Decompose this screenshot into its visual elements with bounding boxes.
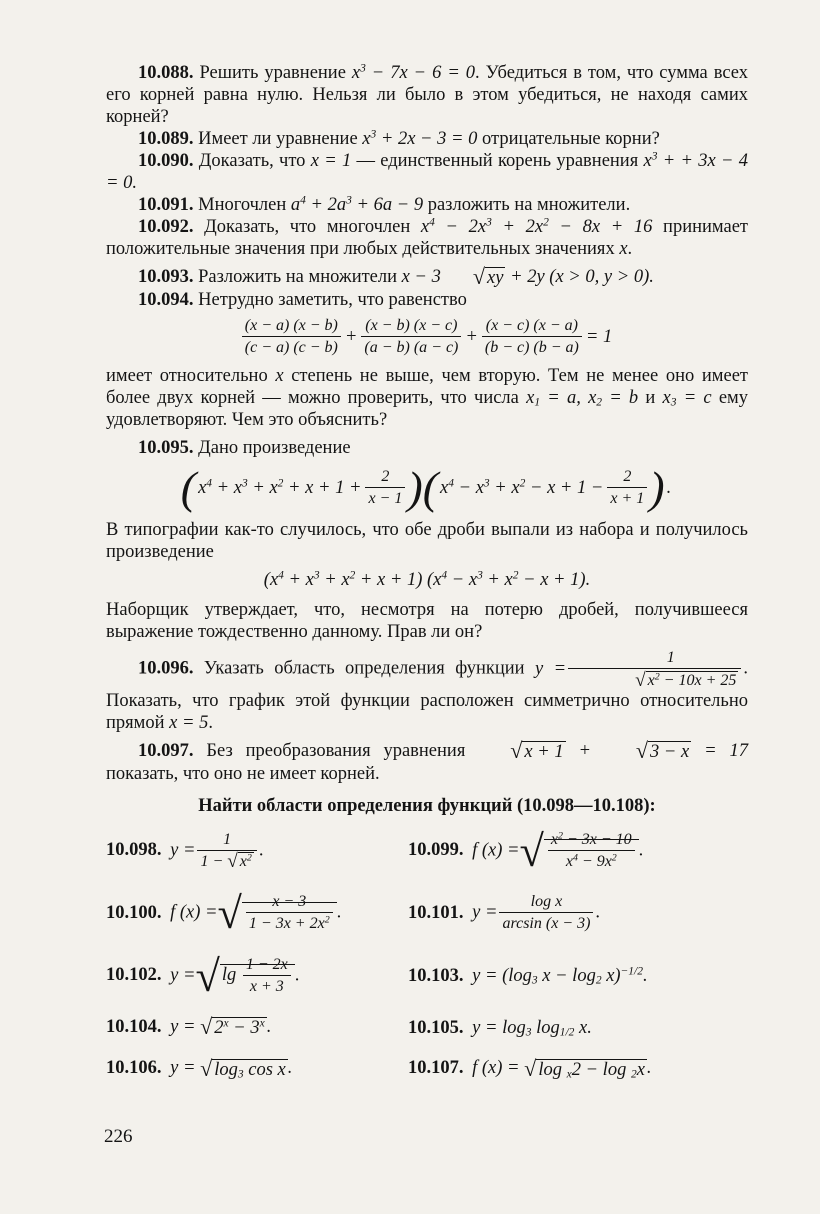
problem-number: 10.104.	[106, 1017, 162, 1038]
equation: $x^3$ + + 3x − 4 = 0.	[106, 150, 748, 193]
problem-10-095-cont	[106, 519, 748, 563]
expression: x − 3 √ xy + 2y (x > 0, y > 0).	[401, 264, 654, 290]
problem-text: Дано произведение	[193, 438, 351, 459]
problem-text: Многочлен	[193, 195, 291, 215]
problem-10-097	[106, 737, 748, 785]
function-definition: y = $\frac{1}{√ x^2 - 10x + 25}$	[535, 659, 743, 679]
problem-number: 10.098.	[106, 840, 162, 861]
problem-number: 10.107.	[408, 1058, 464, 1079]
problem-10-106: 10.106. y = √ $\log_3 \cos x$ .	[106, 1055, 293, 1081]
problem-text: принимает положительные значения при любых действительных значениях	[106, 217, 748, 259]
polynomial: $a^4 + 2a^3 + 6a - 9$	[290, 194, 424, 215]
line-equation: x = 5	[169, 712, 209, 733]
problem-10-104: 10.104. y = √ $2^x - 3^x$ .	[106, 1014, 272, 1040]
equation: $x^3 + 2x - 3 = 0$	[362, 128, 478, 149]
problem-10-103: 10.103. $y = (\log_3$ $x - \log_2 x)^{-1/2}$.	[408, 965, 648, 987]
problem-text: отрицательные корни?	[477, 129, 660, 149]
problem-number: 10.103.	[408, 965, 464, 986]
problem-number: 10.090.	[138, 151, 194, 171]
problem-number: 10.095.	[138, 438, 194, 459]
problem-text: . Убедиться в том, что сумма всех его корней равна нулю. Нельзя ли было в этом убедиться, не находя самих корней?	[106, 63, 749, 127]
problem-text: Указать область определения функции	[193, 658, 535, 679]
product-without-fractions: $(x^4 + x^3 + x^2 + x + 1) (x^4 - x^3 + x^2 - x + 1)$.	[263, 569, 591, 591]
problem-text: Имеет ли уравнение	[193, 129, 363, 149]
problem-text: В типографии как-то случилось, что обе дроби выпали из набора и получилось произведение	[106, 520, 748, 563]
problem-10-095	[106, 437, 748, 459]
problem-10-100: 10.100. f (x) =√ $\frac{x - 3}{1 - 3x + 2x^2}$ .	[106, 888, 342, 939]
problem-text: Доказать, что	[193, 151, 311, 171]
problem-number: 10.093.	[138, 267, 194, 287]
problem-10-093	[106, 266, 748, 289]
problem-10-094-cont	[106, 365, 748, 431]
problem-text: и	[645, 388, 663, 409]
problem-text: имеет относительно	[106, 366, 276, 387]
problem-number: 10.091.	[138, 195, 194, 215]
problem-number: 10.101.	[408, 902, 464, 923]
problem-number: 10.089.	[138, 129, 194, 149]
problem-text: Разложить на множители	[193, 267, 402, 287]
variable: x	[619, 239, 628, 259]
problem-text: степень не выше, чем вторую. Тем не менее оно имеет более двух корней — можно проверить, что числа	[106, 366, 748, 409]
problem-number: 10.088.	[138, 63, 194, 83]
problem-10-095-question	[106, 599, 748, 643]
problem-number: 10.106.	[106, 1058, 162, 1079]
problem-text: ему удовлетворяют. Чем это объяснить?	[106, 388, 749, 431]
problem-number: 10.100.	[106, 902, 162, 923]
section-heading: Найти области определения функций (10.098—10.108):	[198, 795, 656, 816]
problem-text: Наборщик утверждает, что, несмотря на потерю дробей, получившееся выражение тождественно данному. Прав ли он?	[106, 600, 748, 643]
problem-text: показать, что оно не имеет корней.	[106, 763, 380, 784]
page-content	[106, 62, 748, 1081]
problem-number: 10.102.	[106, 965, 162, 986]
problem-text: разложить на множители.	[423, 195, 631, 215]
problem-10-089	[106, 128, 748, 150]
problem-10-098: 10.098. y = $\frac{1}{1 - √ x^2}$ .	[106, 830, 264, 873]
identity-equation: $\frac{(x - a) (x - b)}{(c - a) (c - b)}$ + $\frac{(x - b) (x - c)}{(a - b) (a - c)}$ + $\frac{(x - c) (x - a)}{(b - c) (b - a)}$ = 1	[106, 317, 748, 357]
problem-number: 10.096.	[138, 658, 194, 679]
problem-text: Решить уравнение	[193, 63, 352, 83]
problem-number: 10.097.	[138, 740, 194, 761]
problem-text: Доказать, что многочлен	[193, 217, 421, 237]
problem-text: . Показать, что график этой функции расположен симметрично относительно прямой	[106, 658, 748, 733]
problem-10-092: 10.092. Доказать, что многочлен $x^4 - 2x^3 + 2x^2 - 8x + 16$ принимает положительные значения при любых действительных значениях x.	[106, 216, 748, 259]
problem-text: — единственный корень уравнения	[351, 151, 644, 171]
problem-10-091	[106, 194, 748, 216]
problem-10-102: 10.102. y =√ lg $\frac{1 - 2x}{x + 3}$ .	[106, 950, 300, 1001]
product-with-fractions: ( $x^4 + x^3 + x^2 + x + 1$ + $\frac{2}{x - 1}$ )( $x^4 - x^3 + x^2 - x + 1$ − $\frac{2}{x + 1}$ ) .	[180, 462, 672, 514]
roots: $x_1 = a$, $x_2 = b$	[526, 388, 639, 409]
domain-problems-grid	[106, 825, 748, 1081]
problem-10-105: 10.105. $y = \log_3 \log_{1/2} x$.	[408, 1017, 592, 1038]
polynomial: $x^4 - 2x^3 + 2x^2 - 8x + 16$	[420, 216, 653, 237]
problem-10-101: 10.101. y = $\frac{\text{log x}}{\arcsin (x - 3)}$ .	[408, 893, 601, 933]
problem-10-088	[106, 62, 748, 128]
problem-text: Без преобразования уравнения	[193, 740, 479, 761]
problem-10-096: 10.096. Указать область определения функции y = $\frac{1}{√ x^2 - 10x + 25}$ . Показать, что график этой функции расположен симметрично относительно прямой x = 5.	[106, 649, 748, 733]
problem-number: 10.105.	[408, 1017, 464, 1038]
page-number: 226	[104, 1126, 133, 1147]
problem-number: 10.099.	[408, 840, 464, 861]
problem-text: Нетрудно заметить, что равенство	[193, 290, 467, 311]
problem-number: 10.094.	[138, 290, 194, 311]
variable: x	[275, 366, 284, 387]
equation: x = 1	[310, 151, 352, 171]
roots: $x_3 = c$	[662, 388, 712, 409]
equation: $x^3 - 7x - 6 = 0$	[351, 62, 476, 83]
problem-10-090	[106, 150, 748, 194]
equation: √ x + 1 + √ 3 − x = 17	[510, 737, 748, 763]
problem-number: 10.092.	[138, 217, 194, 237]
problem-10-107: 10.107. f (x) = √ log $_x$2 − log $_2$x .	[408, 1055, 652, 1081]
problem-10-094	[106, 289, 748, 311]
problem-10-099: 10.099. f (x) =√ $\frac{x^2 - 3x - 10}{x^4 - 9x^2}$ .	[408, 825, 644, 876]
